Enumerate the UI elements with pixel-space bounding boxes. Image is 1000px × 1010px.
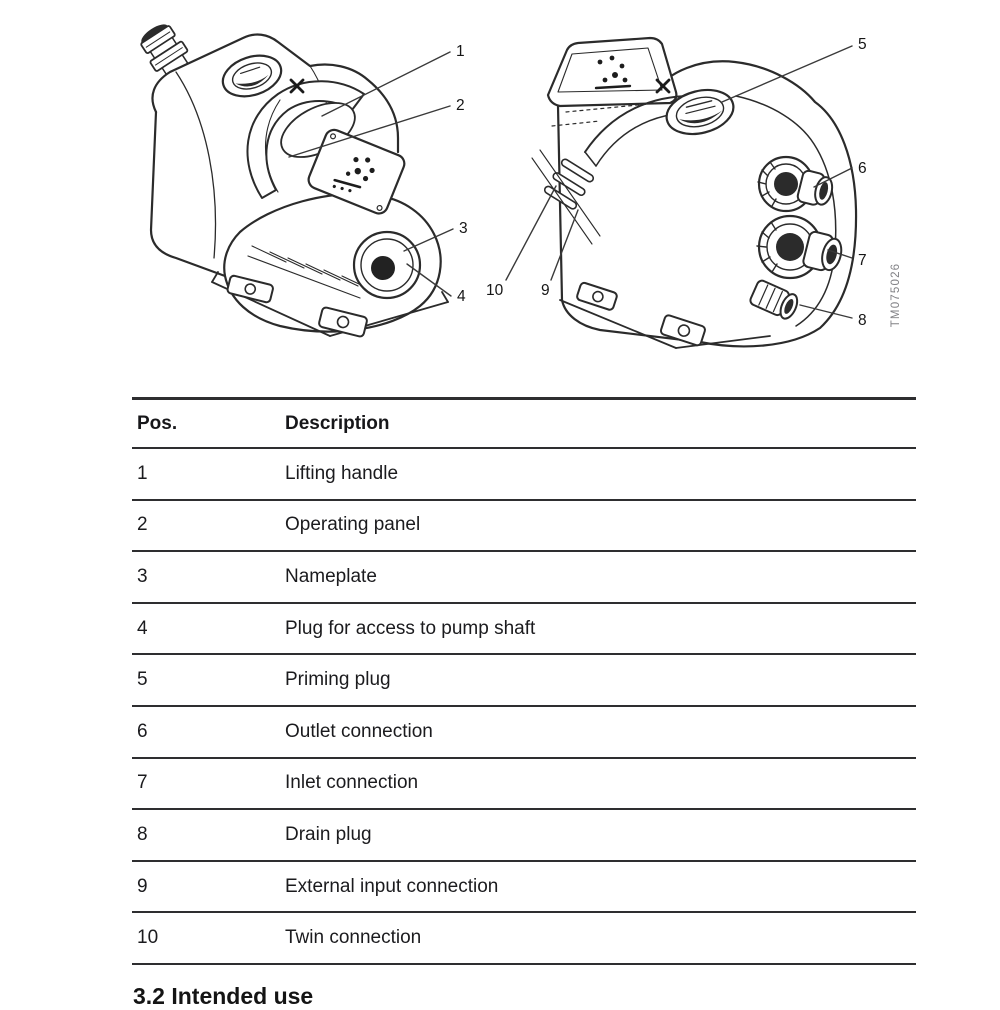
table-row — [132, 501, 916, 553]
callout-10-leader — [506, 186, 556, 280]
desc-cell: Priming plug — [285, 669, 391, 691]
callout-6-label: 6 — [858, 160, 867, 177]
pos-cell: 7 — [137, 772, 148, 794]
callout-4-label: 4 — [457, 288, 466, 305]
callout-1-label: 1 — [456, 43, 465, 60]
section-heading: 3.2 Intended use — [133, 983, 314, 1009]
positions-table — [132, 397, 916, 965]
pos-cell: 8 — [137, 823, 148, 845]
table-row — [132, 862, 916, 914]
callout-7-label: 7 — [858, 252, 867, 269]
table-row — [132, 655, 916, 707]
desc-cell: External input connection — [285, 875, 499, 897]
table-row — [132, 810, 916, 862]
product-figure — [0, 0, 1000, 392]
callout-10-label: 10 — [486, 282, 504, 299]
pos-cell: 4 — [137, 617, 148, 639]
desc-cell: Drain plug — [285, 823, 372, 845]
callout-3-label: 3 — [459, 220, 468, 237]
pos-cell: 6 — [137, 720, 148, 742]
shaft-access-plug — [371, 256, 395, 280]
desc-cell: Lifting handle — [285, 462, 399, 484]
table-row — [132, 707, 916, 759]
callout-8-label: 8 — [858, 312, 867, 329]
table-row — [132, 604, 916, 656]
pos-cell: 1 — [137, 462, 148, 484]
desc-cell: Operating panel — [285, 514, 421, 536]
figure-code-label: TM075026 — [890, 262, 902, 328]
callout-5-label: 5 — [858, 36, 867, 53]
desc-cell: Inlet connection — [285, 772, 419, 794]
pump-rear-right-view — [486, 36, 867, 348]
pos-cell: 9 — [137, 875, 148, 897]
desc-cell: Outlet connection — [285, 720, 433, 742]
callout-2-label: 2 — [456, 97, 465, 114]
nameplate-cap — [354, 232, 420, 298]
callout-9-label: 9 — [541, 282, 550, 299]
pos-cell: 10 — [137, 927, 159, 949]
table-row — [132, 449, 916, 501]
desc-cell: Plug for access to pump shaft — [285, 617, 536, 639]
table-row — [132, 913, 916, 965]
pos-header: Pos. — [137, 412, 178, 434]
pos-cell: 2 — [137, 514, 148, 536]
pump-front-left-view — [136, 19, 468, 337]
desc-cell: Nameplate — [285, 565, 377, 587]
pos-cell: 3 — [137, 565, 148, 587]
table-row — [132, 759, 916, 811]
pos-cell: 5 — [137, 669, 148, 691]
table-header-row — [132, 400, 916, 449]
desc-cell: Twin connection — [285, 927, 422, 949]
table-row — [132, 552, 916, 604]
desc-header: Description — [285, 412, 390, 434]
